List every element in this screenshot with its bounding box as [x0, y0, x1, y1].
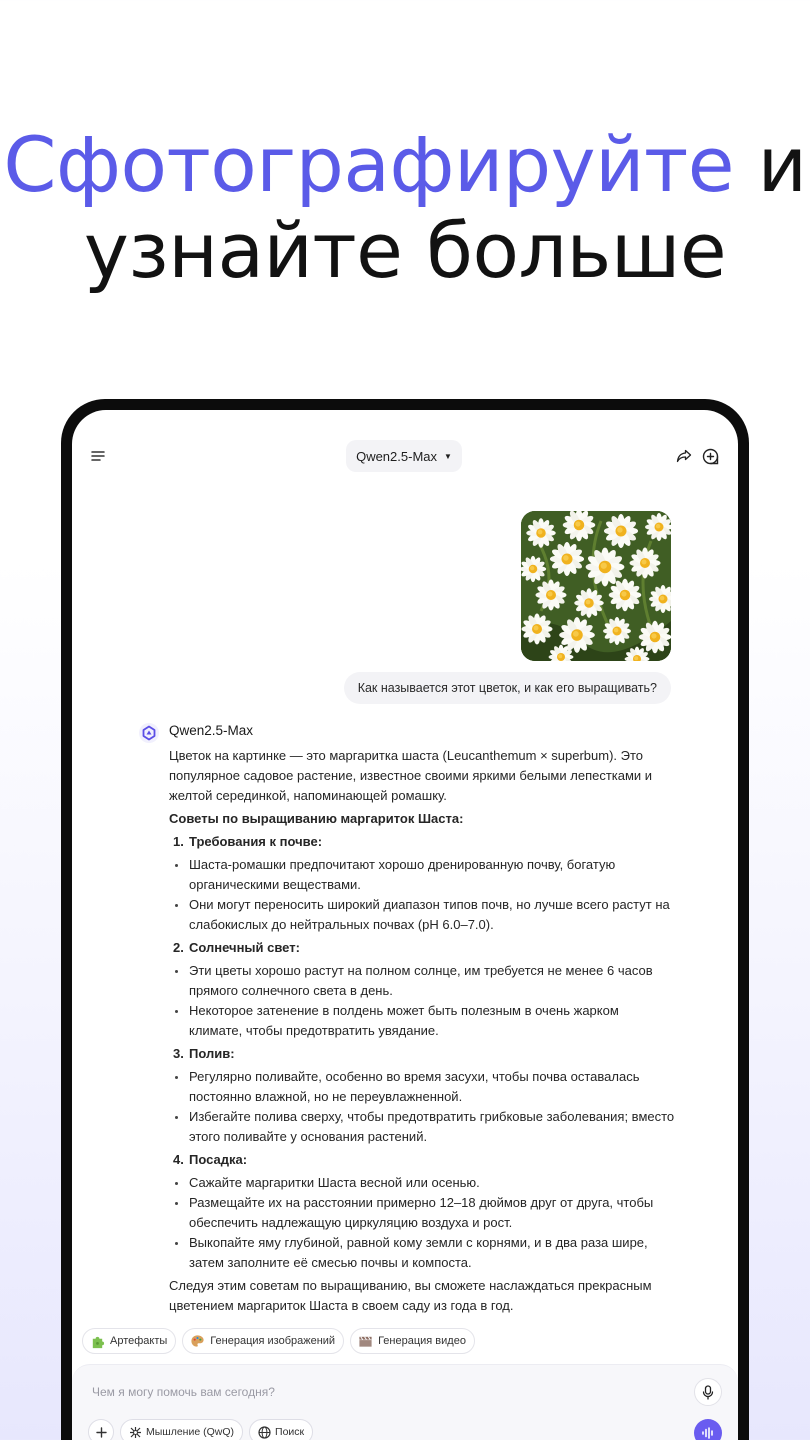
- section-title-text: Посадка:: [189, 1152, 248, 1167]
- message-input[interactable]: Чем я могу помочь вам сегодня?: [92, 1385, 275, 1399]
- share-button[interactable]: [672, 444, 696, 468]
- answer-intro: Цветок на картинке — это маргаритка шаста (Leucanthemum × superbum). Это популярное садовое растение, известное своими яркими белыми лепестками и желтой серединкой, напоминающей ромашку.: [169, 748, 653, 803]
- palette-icon: [190, 1334, 205, 1349]
- new-chat-icon: [702, 448, 719, 465]
- thinking-label: Мышление (QwQ): [146, 1426, 235, 1438]
- globe-icon: [258, 1426, 271, 1439]
- answer-bullet-list: [169, 1173, 675, 1273]
- puzzle-icon: [90, 1334, 105, 1349]
- new-chat-button[interactable]: [698, 444, 722, 468]
- section-number: 4.: [173, 1152, 184, 1167]
- composer: [72, 1364, 738, 1440]
- caret-down-icon: ▼: [444, 451, 452, 461]
- microphone-button[interactable]: [694, 1378, 722, 1406]
- qwen-logo-icon: [138, 722, 160, 744]
- daisy-photo-graphic: [521, 511, 671, 661]
- headline-line2: узнайте больше: [83, 206, 727, 295]
- image-generation-chip[interactable]: [182, 1328, 344, 1354]
- section-number: 1.: [173, 834, 184, 849]
- user-message-bubble: [344, 672, 671, 704]
- list-item: Некоторое затенение в полдень может быть полезным в очень жарком климате, чтобы предотвратить увядание.: [169, 1001, 675, 1041]
- top-bar: [72, 438, 738, 474]
- menu-button[interactable]: [86, 444, 110, 468]
- search-label: Поиск: [275, 1426, 305, 1438]
- menu-icon: [91, 450, 105, 462]
- list-item: Сажайте маргаритки Шаста весной или осенью.: [169, 1173, 675, 1193]
- section-title-text: Полив:: [189, 1046, 235, 1061]
- list-item: Выкопайте яму глубиной, равной кому земли с корнями, и в два раза шире, затем заполните её смесью почвы и компоста.: [169, 1233, 675, 1273]
- list-item: Избегайте полива сверху, чтобы предотвратить грибковые заболевания; вместо этого поливайте у основания растений.: [169, 1107, 675, 1147]
- answer-section-title: [169, 1150, 675, 1170]
- answer-section-title: [169, 938, 675, 958]
- bot-answer: [169, 746, 675, 1316]
- thinking-icon: [129, 1426, 142, 1439]
- composer-tools: [88, 1419, 313, 1440]
- chip-label: Генерация видео: [378, 1335, 466, 1347]
- headline: [0, 122, 810, 294]
- list-item: Размещайте их на расстоянии примерно 12–18 дюймов друг от друга, чтобы обеспечить надлежащую циркуляцию воздуха и рост.: [169, 1193, 675, 1233]
- user-message-text: Как называется этот цветок, и как его выращивать?: [357, 681, 657, 695]
- daisy-flowers-photo[interactable]: [521, 511, 671, 661]
- answer-bullet-list: [169, 855, 675, 935]
- answer-section-title: [169, 832, 675, 852]
- voice-mode-button[interactable]: [694, 1419, 722, 1440]
- answer-bullet-list: [169, 1067, 675, 1147]
- list-item: Шаста-ромашки предпочитают хорошо дренированную почву, богатую органическими веществами.: [169, 855, 675, 895]
- answer-section-title: [169, 1044, 675, 1064]
- section-title-text: Требования к почве:: [189, 834, 323, 849]
- headline-accent: Сфотографируйте: [3, 120, 734, 209]
- thinking-toggle[interactable]: [120, 1419, 243, 1440]
- bot-name: Qwen2.5-Max: [169, 723, 254, 738]
- model-selector[interactable]: [346, 440, 462, 472]
- film-icon: [358, 1334, 373, 1349]
- section-title-text: Солнечный свет:: [189, 940, 300, 955]
- answer-bullet-list: [169, 961, 675, 1041]
- artifacts-chip[interactable]: [82, 1328, 176, 1354]
- section-number: 3.: [173, 1046, 184, 1061]
- list-item: Регулярно поливайте, особенно во время засухи, чтобы почва оставалась постоянно влажной, но не переувлажненной.: [169, 1067, 675, 1107]
- section-number: 2.: [173, 940, 184, 955]
- chip-label: Артефакты: [110, 1335, 168, 1347]
- chip-label: Генерация изображений: [210, 1335, 336, 1347]
- headline-line1: [0, 122, 810, 208]
- list-item: Эти цветы хорошо растут на полном солнце, им требуется не менее 6 часов прямого солнечного света в день.: [169, 961, 675, 1001]
- video-generation-chip[interactable]: [350, 1328, 475, 1354]
- microphone-icon: [702, 1385, 714, 1400]
- model-label: Qwen2.5-Max: [356, 448, 437, 464]
- voice-wave-icon: [701, 1427, 715, 1439]
- share-icon: [676, 449, 692, 463]
- list-item: Они могут переносить широкий диапазон типов почв, но лучше всего растут на слабокислых до нейтральных почвах (pH 6.0–7.0).: [169, 895, 675, 935]
- headline-rest: и: [734, 120, 807, 209]
- search-toggle[interactable]: [249, 1419, 313, 1440]
- plus-icon: [96, 1427, 107, 1438]
- app-screen: [72, 410, 738, 1440]
- answer-closing: Следуя этим советам по выращиванию, вы сможете наслаждаться прекрасным цветением маргариток Шаста в своем саду из года в год.: [169, 1278, 652, 1313]
- feature-chips: [82, 1328, 475, 1354]
- attach-button[interactable]: [88, 1419, 114, 1440]
- answer-tips-title: Советы по выращиванию маргариток Шаста:: [169, 811, 464, 826]
